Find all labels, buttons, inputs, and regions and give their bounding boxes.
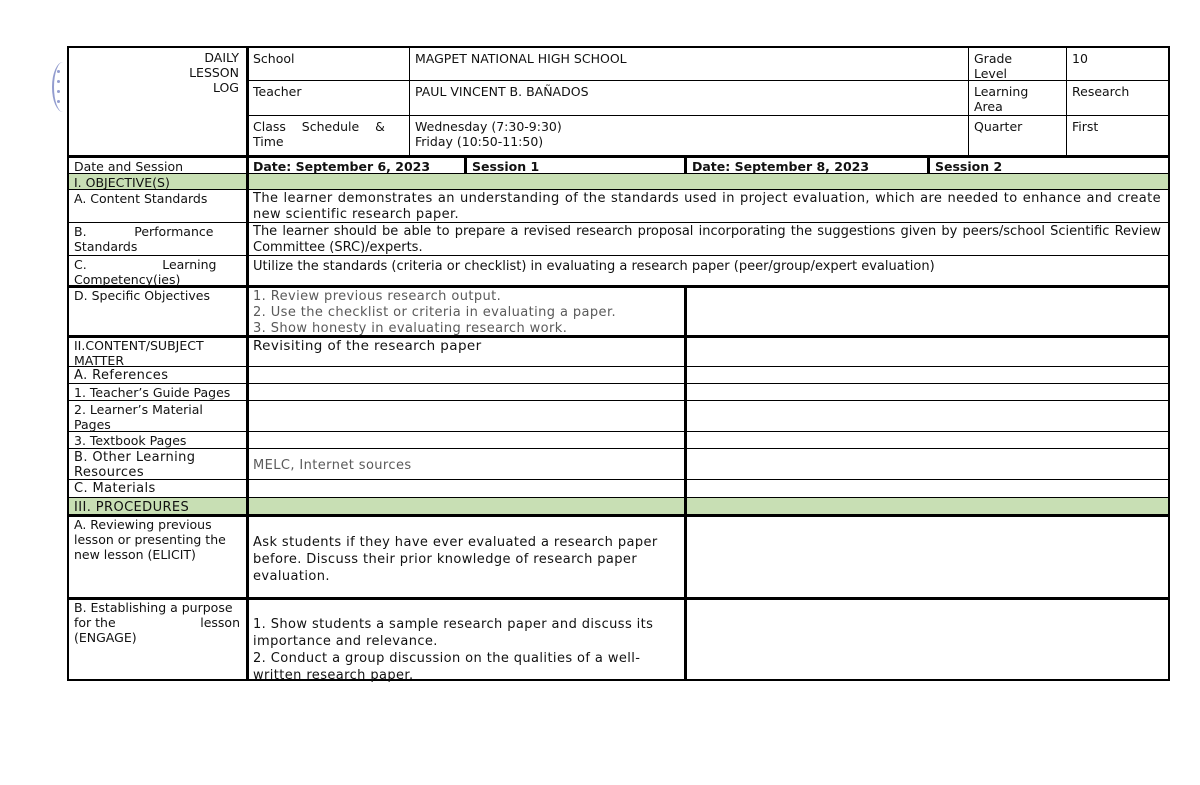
engage-label-part-a: for the	[74, 615, 116, 630]
engage-line: 2. Conduct a group discussion on the qualities of a well-	[253, 651, 641, 666]
dll-title-line3: LOG	[212, 80, 239, 95]
other-label-line1: B. Other Learning	[74, 450, 196, 465]
date-session-label: Date and Session	[74, 159, 184, 174]
learning-area-label	[969, 83, 1065, 115]
elicit-label-line3: new lesson (ELICIT)	[74, 547, 196, 562]
elicit-label	[69, 516, 245, 563]
engage-value	[248, 615, 682, 685]
area-label-line2: Area	[974, 99, 1003, 114]
content-subject-value: Revisiting of the research paper	[253, 338, 482, 354]
performance-standards-label	[69, 223, 245, 255]
schedule-value-line1: Wednesday (7:30-9:30)	[415, 119, 562, 134]
grade-label-line1: Grade	[974, 51, 1013, 66]
engage-line: written research paper.	[253, 668, 414, 683]
performance-label-line1: B. Performance	[74, 224, 214, 239]
grade-level-label	[969, 50, 1065, 82]
learners-material-label	[69, 401, 245, 433]
session2-label: Session 2	[935, 159, 1003, 174]
competency-label-line1: C. Learning	[74, 257, 217, 272]
session2-date: Date: September 8, 2023	[692, 159, 870, 174]
dll-title-line1: DAILY	[204, 50, 239, 65]
teacher-value: PAUL VINCENT B. BAÑADOS	[415, 84, 589, 99]
content-standards-value	[248, 190, 1166, 224]
specific-objectives-list	[248, 288, 682, 338]
grade-level-value: 10	[1072, 51, 1088, 66]
elicit-label-line1: A. Reviewing previous	[74, 517, 212, 532]
engage-line: importance and relevance.	[253, 634, 438, 649]
specific-objective-item: 1. Review previous research output.	[253, 289, 502, 304]
dll-title-line2: LESSON	[189, 65, 239, 80]
performance-standards-text: The learner should be able to prepare a revised research proposal incorporating the suggestions given by peers/school Scientific Review Committee (SRC)/experts.	[253, 224, 1161, 255]
specific-objective-item: 2. Use the checklist or criteria in evaluating a paper.	[253, 305, 617, 320]
specific-objective-item: 3. Show honesty in evaluating research work.	[253, 321, 568, 336]
specific-objectives-label: D. Specific Objectives	[74, 288, 210, 303]
schedule-label	[248, 118, 408, 150]
content-subject-label	[69, 337, 245, 369]
engage-line: 1. Show students a sample research paper and discuss its	[253, 617, 654, 632]
engage-label-line1: B. Establishing a purpose	[74, 600, 233, 615]
materials-label: C. Materials	[74, 481, 156, 496]
session1-date: Date: September 6, 2023	[253, 159, 431, 174]
school-value: MAGPET NATIONAL HIGH SCHOOL	[415, 51, 627, 66]
content-label-line1: II.CONTENT/SUBJECT	[74, 338, 204, 353]
schedule-label-line2: Time	[253, 134, 284, 149]
dll-title	[150, 49, 244, 99]
other-label-line2: Resources	[74, 465, 144, 480]
schedule-value	[410, 118, 966, 150]
textbook-pages-label: 3. Textbook Pages	[74, 433, 187, 448]
session1-label: Session 1	[472, 159, 540, 174]
learning-competency-value: Utilize the standards (criteria or checklist) in evaluating a research paper (peer/group/expert evaluation)	[253, 259, 935, 274]
engage-label-line2	[74, 615, 240, 630]
objectives-heading: I. OBJECTIVE(S)	[74, 175, 170, 190]
elicit-line: before. Discuss their prior knowledge of research paper	[253, 552, 638, 567]
other-resources-label	[69, 449, 245, 481]
quarter-label: Quarter	[974, 119, 1023, 134]
performance-label-line2: Standards	[74, 239, 138, 254]
engage-label-part-b: lesson	[200, 615, 240, 630]
lm-label-line2: Pages	[74, 417, 111, 432]
other-resources-value: MELC, Internet sources	[253, 458, 412, 473]
content-standards-text: The learner demonstrates an understanding of the standards used in project evaluation, which are needed to enhance and create new scientific research paper.	[253, 191, 1161, 222]
learning-area-value: Research	[1072, 84, 1130, 99]
schedule-label-line1: Class Schedule &	[253, 119, 385, 134]
school-label: School	[253, 51, 295, 66]
content-label-line2: MATTER	[74, 353, 124, 368]
lm-label-line1: 2. Learner’s Material	[74, 402, 203, 417]
area-label-line1: Learning	[974, 84, 1029, 99]
competency-label-line2: Competency(ies)	[74, 272, 181, 287]
elicit-value	[248, 533, 682, 586]
content-standards-label: A. Content Standards	[74, 191, 208, 206]
teacher-label: Teacher	[253, 84, 302, 99]
grade-label-line2: Level	[974, 66, 1007, 81]
learning-competency-label	[69, 256, 245, 288]
engage-label-line3: (ENGAGE)	[74, 630, 137, 645]
elicit-label-line2: lesson or presenting the	[74, 532, 226, 547]
quarter-value: First	[1072, 119, 1099, 134]
teachers-guide-label: 1. Teacher’s Guide Pages	[74, 385, 231, 400]
performance-standards-value	[248, 223, 1166, 257]
elicit-line: Ask students if they have ever evaluated a research paper	[253, 535, 658, 550]
procedures-heading: III. PROCEDURES	[74, 500, 190, 515]
engage-label	[69, 599, 245, 646]
references-label: A. References	[74, 368, 169, 383]
elicit-line: evaluation.	[253, 569, 330, 584]
schedule-value-line2: Friday (10:50-11:50)	[415, 134, 544, 149]
